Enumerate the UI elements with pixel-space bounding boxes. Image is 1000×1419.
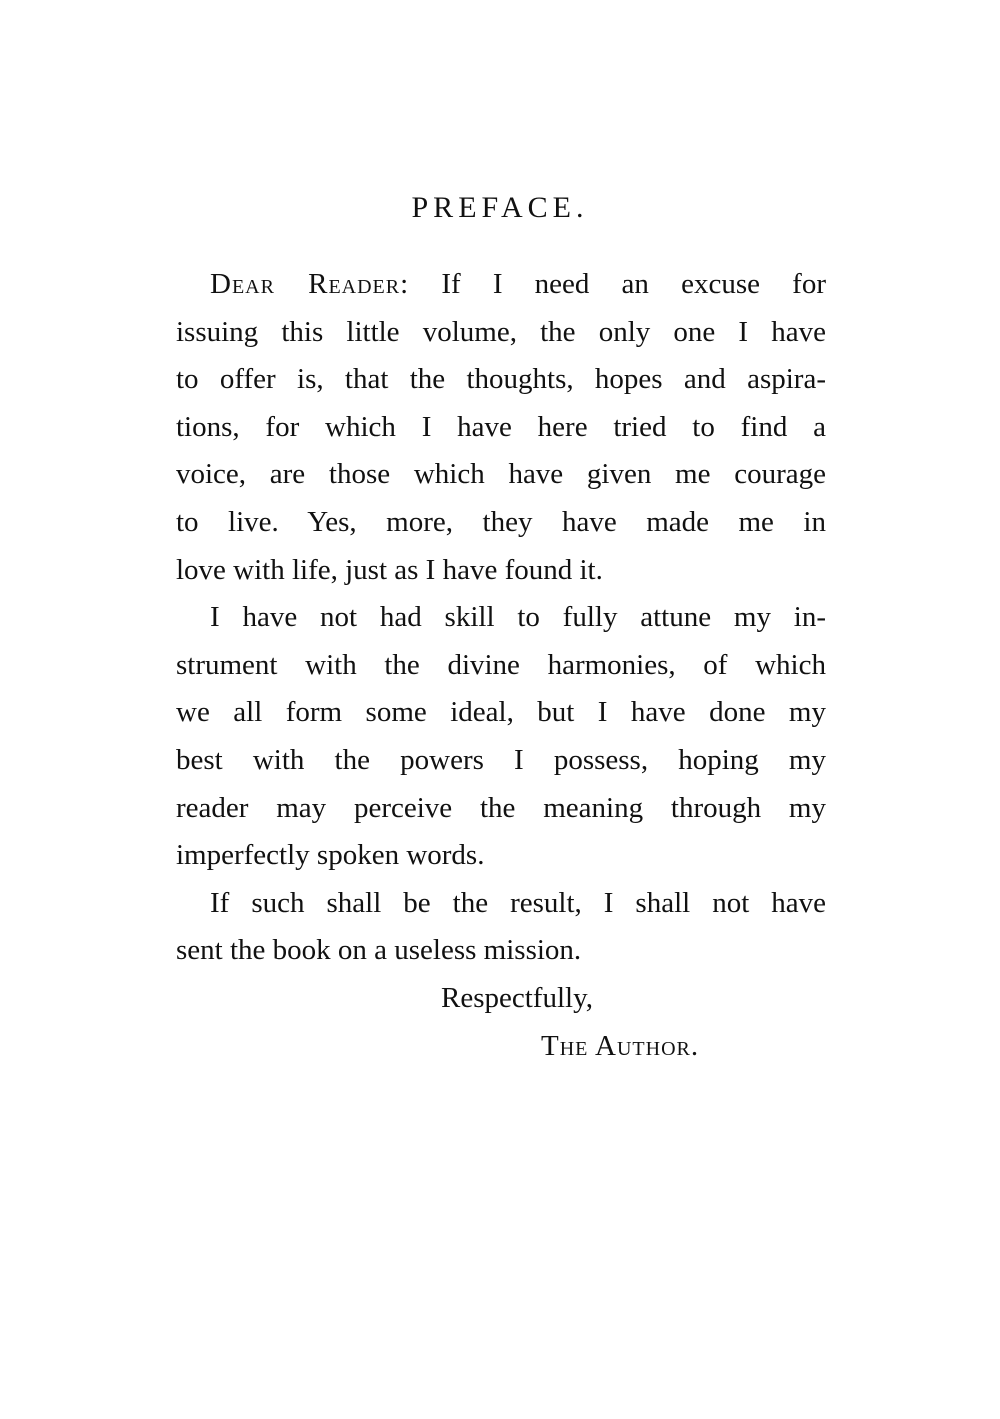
paragraph-line: to offer is, that the thoughts, hopes and aspira-	[176, 363, 826, 396]
paragraph-line: sent the book on a useless mission.	[176, 934, 582, 967]
salutation: Dear Reader:	[210, 268, 410, 300]
signature: The Author.	[541, 1030, 700, 1062]
paragraph-line: imperfectly spoken words.	[176, 839, 485, 872]
paragraph-3	[176, 880, 826, 975]
paragraph-line: Dear Reader: If I need an excuse for	[210, 268, 826, 300]
preface-body	[176, 261, 826, 975]
paragraph-line: voice, are those which have given me courage	[176, 458, 826, 491]
paragraph-line: tions, for which I have here tried to find a	[176, 410, 826, 443]
closing: Respectfully,	[441, 982, 593, 1014]
paragraph-1	[176, 261, 826, 594]
paragraph-line: we all form some ideal, but I have done my	[176, 696, 826, 729]
paragraph-2	[176, 594, 826, 880]
page-title: PREFACE.	[411, 191, 589, 224]
paragraph-line: If such shall be the result, I shall not have	[210, 886, 826, 919]
paragraph-line: strument with the divine harmonies, of which	[176, 648, 826, 681]
paragraph-line: reader may perceive the meaning through my	[176, 791, 826, 824]
paragraph-line: love with life, just as I have found it.	[176, 553, 603, 586]
paragraph-line: best with the powers I possess, hoping my	[176, 743, 826, 776]
paragraph-line: issuing this little volume, the only one I have	[176, 315, 826, 348]
paragraph-line: I have not had skill to fully attune my in-	[210, 601, 826, 634]
paragraph-line: to live. Yes, more, they have made me in	[176, 505, 826, 538]
